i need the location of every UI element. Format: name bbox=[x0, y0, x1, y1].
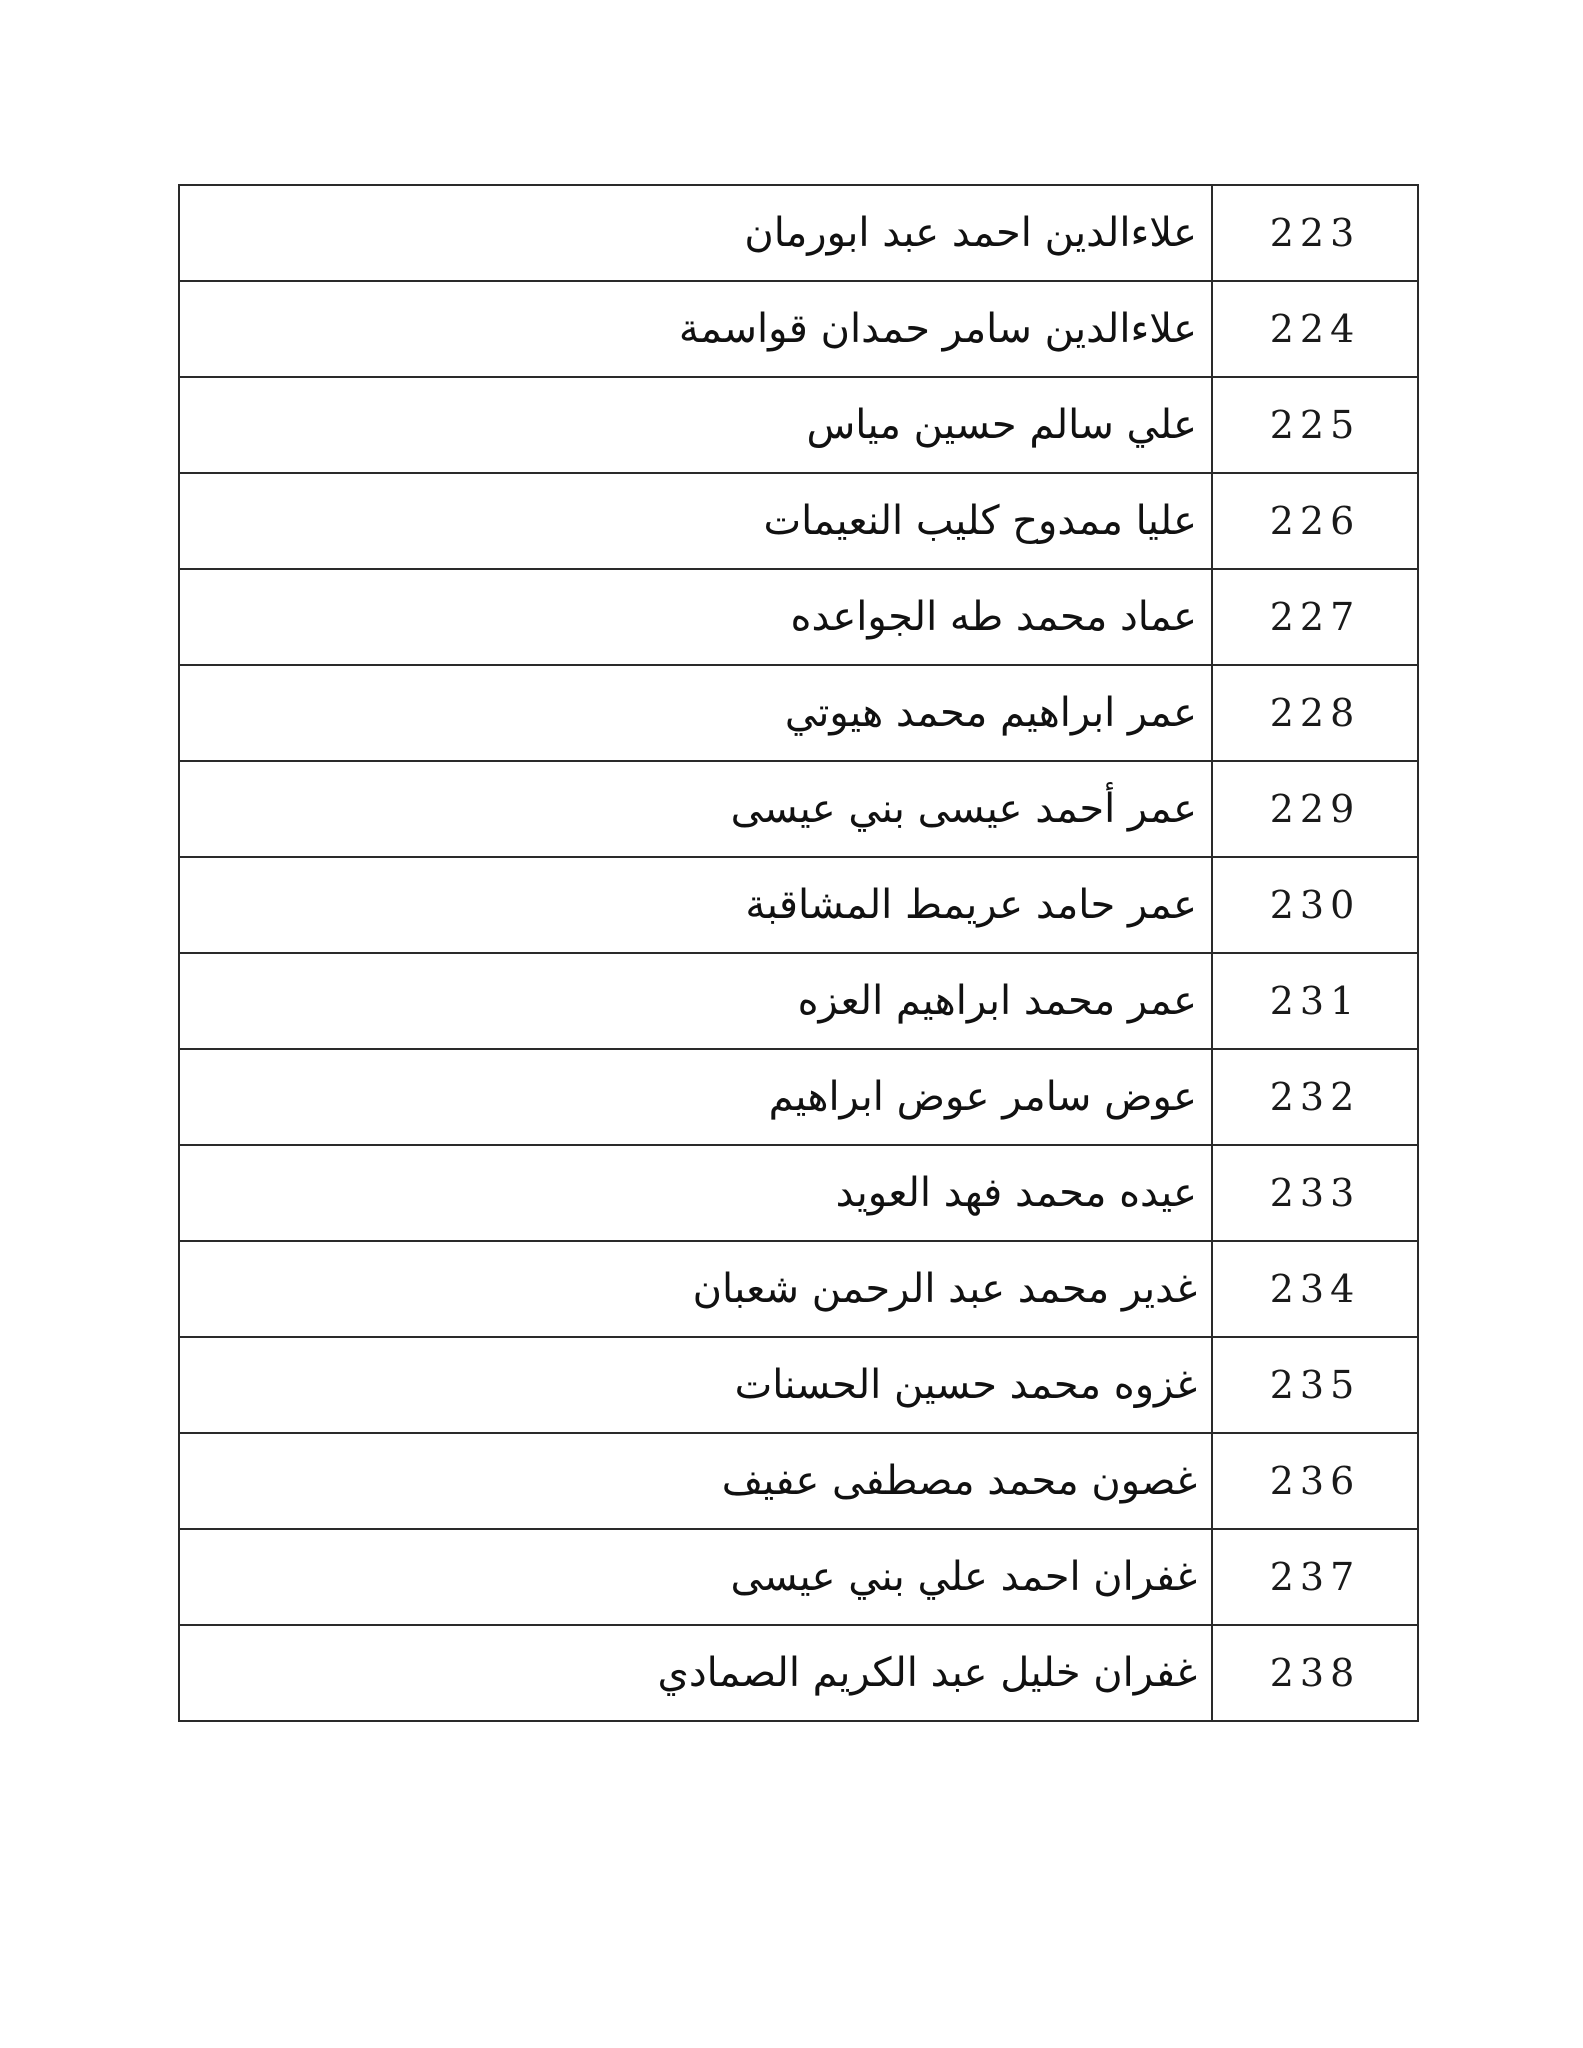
person-name: غدير محمد عبد الرحمن شعبان bbox=[179, 1241, 1212, 1337]
person-name: عمر حامد عريمط المشاقبة bbox=[179, 857, 1212, 953]
table-row bbox=[179, 857, 1418, 953]
row-number: 225 bbox=[1212, 377, 1418, 473]
row-number: 236 bbox=[1212, 1433, 1418, 1529]
row-number: 229 bbox=[1212, 761, 1418, 857]
person-name: عمر ابراهيم محمد هيوتي bbox=[179, 665, 1212, 761]
table-row bbox=[179, 1337, 1418, 1433]
table-row bbox=[179, 1625, 1418, 1721]
table-row bbox=[179, 1529, 1418, 1625]
table-row bbox=[179, 569, 1418, 665]
table-row bbox=[179, 761, 1418, 857]
row-number: 235 bbox=[1212, 1337, 1418, 1433]
row-number: 228 bbox=[1212, 665, 1418, 761]
person-name: عماد محمد طه الجواعده bbox=[179, 569, 1212, 665]
person-name: غفران خليل عبد الكريم الصمادي bbox=[179, 1625, 1212, 1721]
row-number: 227 bbox=[1212, 569, 1418, 665]
row-number: 224 bbox=[1212, 281, 1418, 377]
row-number: 234 bbox=[1212, 1241, 1418, 1337]
table-row bbox=[179, 377, 1418, 473]
person-name: غزوه محمد حسين الحسنات bbox=[179, 1337, 1212, 1433]
table-row bbox=[179, 1145, 1418, 1241]
table-row bbox=[179, 281, 1418, 377]
row-number: 238 bbox=[1212, 1625, 1418, 1721]
row-number: 232 bbox=[1212, 1049, 1418, 1145]
person-name: غفران احمد علي بني عيسى bbox=[179, 1529, 1212, 1625]
row-number: 226 bbox=[1212, 473, 1418, 569]
person-name: علاءالدين سامر حمدان قواسمة bbox=[179, 281, 1212, 377]
person-name: عوض سامر عوض ابراهيم bbox=[179, 1049, 1212, 1145]
row-number: 223 bbox=[1212, 185, 1418, 281]
names-table bbox=[178, 184, 1419, 1722]
row-number: 233 bbox=[1212, 1145, 1418, 1241]
person-name: عمر محمد ابراهيم العزه bbox=[179, 953, 1212, 1049]
person-name: علاءالدين احمد عبد ابورمان bbox=[179, 185, 1212, 281]
table-row bbox=[179, 473, 1418, 569]
person-name: عليا ممدوح كليب النعيمات bbox=[179, 473, 1212, 569]
table-row bbox=[179, 1433, 1418, 1529]
table-row bbox=[179, 953, 1418, 1049]
person-name: غصون محمد مصطفى عفيف bbox=[179, 1433, 1212, 1529]
table-row bbox=[179, 1241, 1418, 1337]
table-row bbox=[179, 185, 1418, 281]
row-number: 231 bbox=[1212, 953, 1418, 1049]
person-name: عيده محمد فهد العويد bbox=[179, 1145, 1212, 1241]
table-row bbox=[179, 665, 1418, 761]
row-number: 230 bbox=[1212, 857, 1418, 953]
person-name: عمر أحمد عيسى بني عيسى bbox=[179, 761, 1212, 857]
row-number: 237 bbox=[1212, 1529, 1418, 1625]
table-row bbox=[179, 1049, 1418, 1145]
person-name: علي سالم حسين مياس bbox=[179, 377, 1212, 473]
